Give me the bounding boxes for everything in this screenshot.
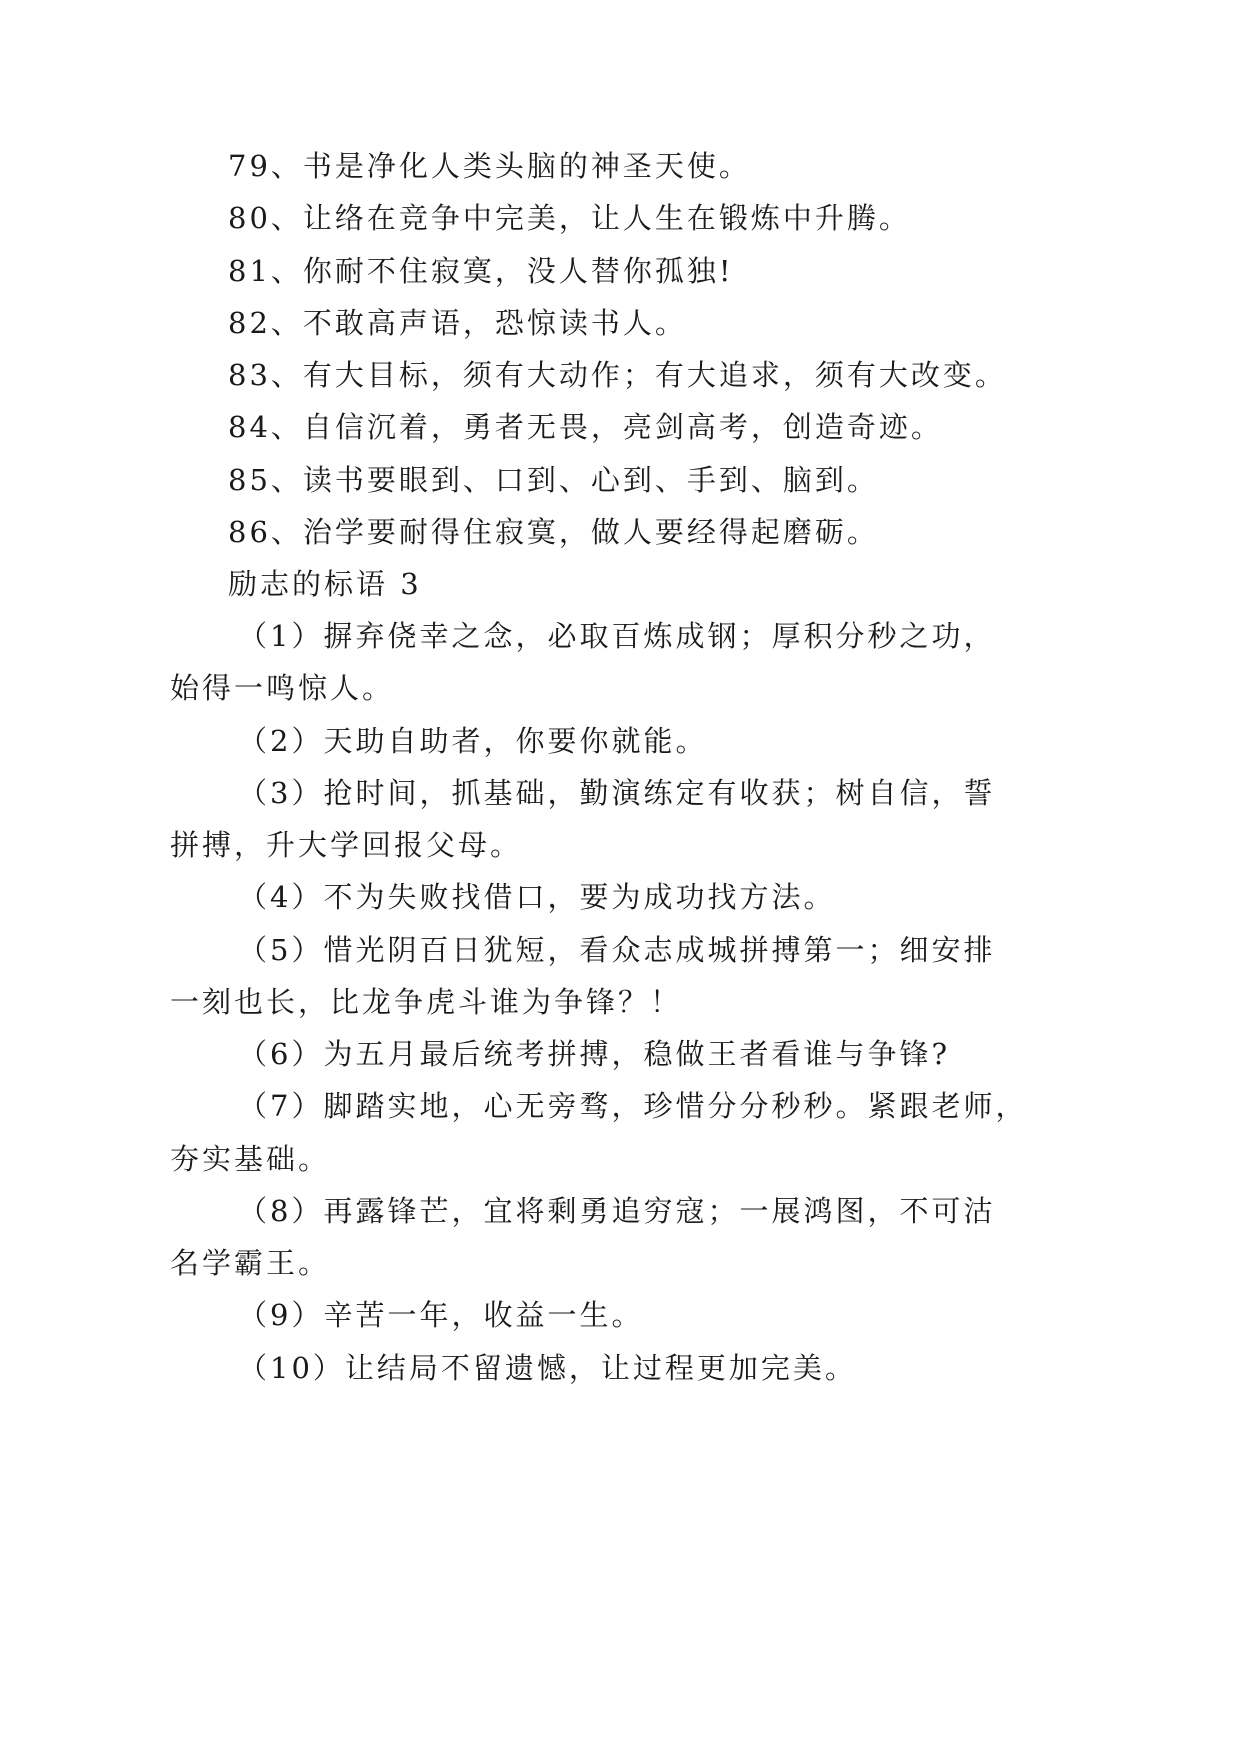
slogan-5-line-2: 一刻也长，比龙争虎斗谁为争锋？！ (170, 985, 683, 1019)
text-line-79: 79、书是净化人类头脑的神圣天使。 (228, 149, 751, 183)
slogan-7-line-1: （7）脚踏实地，心无旁骛，珍惜分分秒秒。紧跟老师， (238, 1089, 1028, 1123)
slogan-3-line-1: （3）抢时间，抓基础，勤演练定有收获；树自信，誓 (238, 776, 996, 810)
text-line-83: 83、有大目标，须有大动作；有大追求，须有大改变。 (228, 358, 1007, 392)
slogan-3-line-2: 拼搏，升大学回报父母。 (170, 828, 523, 862)
slogan-7-line-2: 夯实基础。 (170, 1142, 331, 1176)
slogan-8-line-1: （8）再露锋芒，宜将剩勇追穷寇；一展鸿图，不可沽 (238, 1194, 996, 1228)
text-line-85: 85、读书要眼到、口到、心到、手到、脑到。 (228, 463, 879, 497)
slogan-1-line-1: （1）摒弃侥幸之念，必取百炼成钢；厚积分秒之功， (238, 619, 996, 653)
text-line-81: 81、你耐不住寂寞，没人替你孤独! (228, 254, 734, 288)
text-line-86: 86、治学要耐得住寂寞，做人要经得起磨砺。 (228, 515, 879, 549)
slogan-5-line-1: （5）惜光阴百日犹短，看众志成城拼搏第一；细安排 (238, 933, 996, 967)
slogan-2: （2）天助自助者，你要你就能。 (238, 724, 708, 758)
slogan-10: （10）让结局不留遗憾，让过程更加完美。 (238, 1351, 857, 1385)
text-line-82: 82、不敢高声语，恐惊读书人。 (228, 306, 687, 340)
section-heading: 励志的标语 3 (228, 567, 422, 601)
slogan-4: （4）不为失败找借口，要为成功找方法。 (238, 880, 836, 914)
slogan-8-line-2: 名学霸王。 (170, 1246, 331, 1280)
slogan-1-line-2: 始得一鸣惊人。 (170, 671, 395, 705)
text-line-80: 80、让络在竞争中完美，让人生在锻炼中升腾。 (228, 201, 911, 235)
slogan-6: （6）为五月最后统考拼搏，稳做王者看谁与争锋? (238, 1037, 950, 1071)
text-line-84: 84、自信沉着，勇者无畏，亮剑高考，创造奇迹。 (228, 410, 943, 444)
slogan-9: （9）辛苦一年，收益一生。 (238, 1298, 644, 1332)
